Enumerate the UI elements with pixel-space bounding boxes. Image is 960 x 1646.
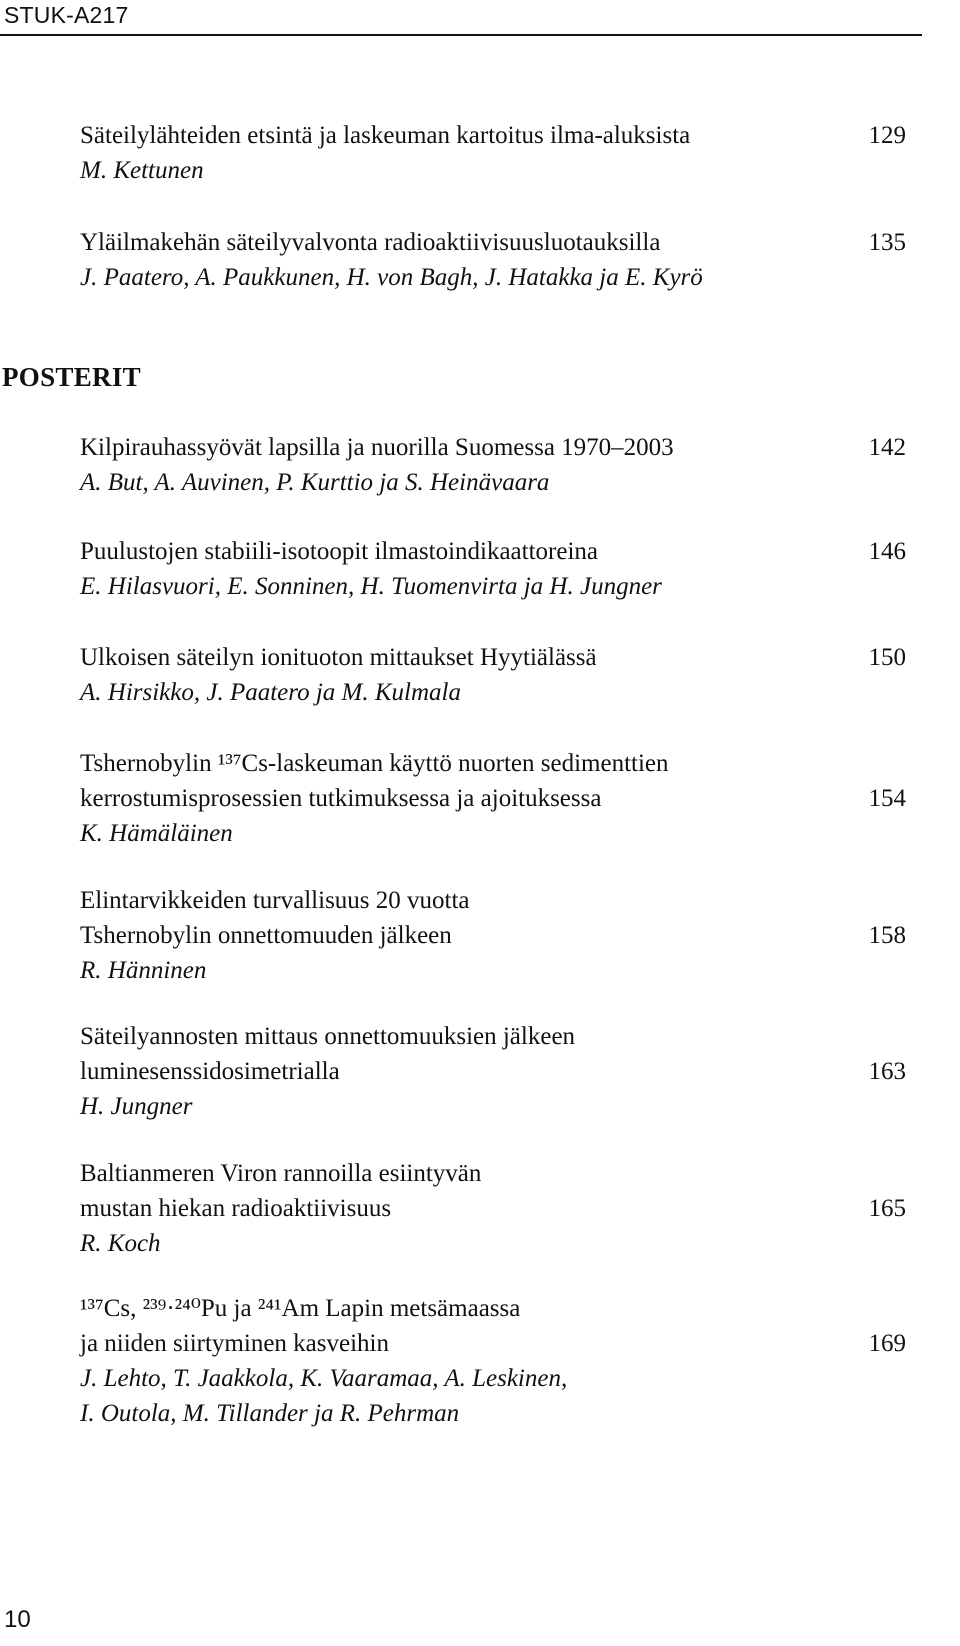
page-number: 10: [4, 1606, 31, 1633]
toc-entry: [80, 1291, 922, 1431]
entry-title-line: ja niiden siirtyminen kasveihin 169: [80, 1326, 922, 1361]
toc-entry: [80, 534, 922, 604]
entry-page-number: 165: [868, 1195, 906, 1222]
entry-page-number: 146: [868, 538, 906, 565]
toc-entry: [80, 118, 922, 188]
entry-page-number: 150: [868, 644, 906, 671]
entry-page-number: 142: [868, 434, 906, 461]
entry-authors: M. Kettunen: [80, 157, 204, 184]
entry-authors: J. Lehto, T. Jaakkola, K. Vaaramaa, A. Leskinen,: [80, 1365, 568, 1392]
entry-title-line: luminesenssidosimetrialla 163: [80, 1054, 922, 1089]
entry-authors: I. Outola, M. Tillander ja R. Pehrman: [80, 1400, 460, 1427]
entry-page-number: 135: [868, 229, 906, 256]
entry-title: Yläilmakehän säteilyvalvonta radioaktiivisuusluotauksilla 135: [80, 225, 922, 260]
entry-authors: K. Hämäläinen: [80, 820, 233, 847]
entry-title-line: ¹³⁷Cs, ²³⁹·²⁴⁰Pu ja ²⁴¹Am Lapin metsämaassa: [80, 1295, 521, 1322]
toc-entry: [80, 640, 922, 710]
entry-authors: R. Hänninen: [80, 957, 207, 984]
entry-title-line: mustan hiekan radioaktiivisuus 165: [80, 1191, 922, 1226]
entry-title: Puulustojen stabiili-isotoopit ilmastoindikaattoreina 146: [80, 534, 922, 569]
entry-title-line: Elintarvikkeiden turvallisuus 20 vuotta: [80, 887, 470, 914]
entry-title-line: Baltianmeren Viron rannoilla esiintyvän: [80, 1160, 482, 1187]
entry-page-number: 154: [868, 785, 906, 812]
entry-title-line: kerrostumisprosessien tutkimuksessa ja ajoituksessa 154: [80, 781, 922, 816]
section-title: POSTERIT: [2, 362, 141, 392]
entry-authors: A. Hirsikko, J. Paatero ja M. Kulmala: [80, 679, 461, 706]
toc-entry: [80, 746, 922, 851]
entry-title-line: Tshernobylin onnettomuuden jälkeen 158: [80, 918, 922, 953]
entry-authors: R. Koch: [80, 1230, 161, 1257]
entry-authors: J. Paatero, A. Paukkunen, H. von Bagh, J. Hatakka ja E. Kyrö: [80, 264, 703, 291]
toc-entry: [80, 225, 922, 295]
entry-page-number: 129: [868, 122, 906, 149]
toc-entry: [80, 1156, 922, 1261]
toc-entry: [80, 1019, 922, 1124]
entry-page-number: 163: [868, 1058, 906, 1085]
entry-title: Ulkoisen säteilyn ionituoton mittaukset Hyytiälässä 150: [80, 640, 922, 675]
document-code: STUK-A217: [4, 2, 129, 28]
running-header: [0, 0, 922, 36]
entry-authors: H. Jungner: [80, 1093, 193, 1120]
entry-title: Säteilylähteiden etsintä ja laskeuman kartoitus ilma-aluksista 129: [80, 118, 922, 153]
toc-entry: [80, 883, 922, 988]
entry-title: Kilpirauhassyövät lapsilla ja nuorilla Suomessa 1970–2003 142: [80, 430, 922, 465]
entry-title-line: Tshernobylin ¹³⁷Cs-laskeuman käyttö nuorten sedimenttien: [80, 750, 669, 777]
toc-entry: [80, 430, 922, 500]
entry-page-number: 169: [868, 1330, 906, 1357]
entry-page-number: 158: [868, 922, 906, 949]
entry-authors: A. But, A. Auvinen, P. Kurttio ja S. Heinävaara: [80, 469, 550, 496]
entry-title-line: Säteilyannosten mittaus onnettomuuksien jälkeen: [80, 1023, 576, 1050]
entry-authors: E. Hilasvuori, E. Sonninen, H. Tuomenvirta ja H. Jungner: [80, 573, 662, 600]
